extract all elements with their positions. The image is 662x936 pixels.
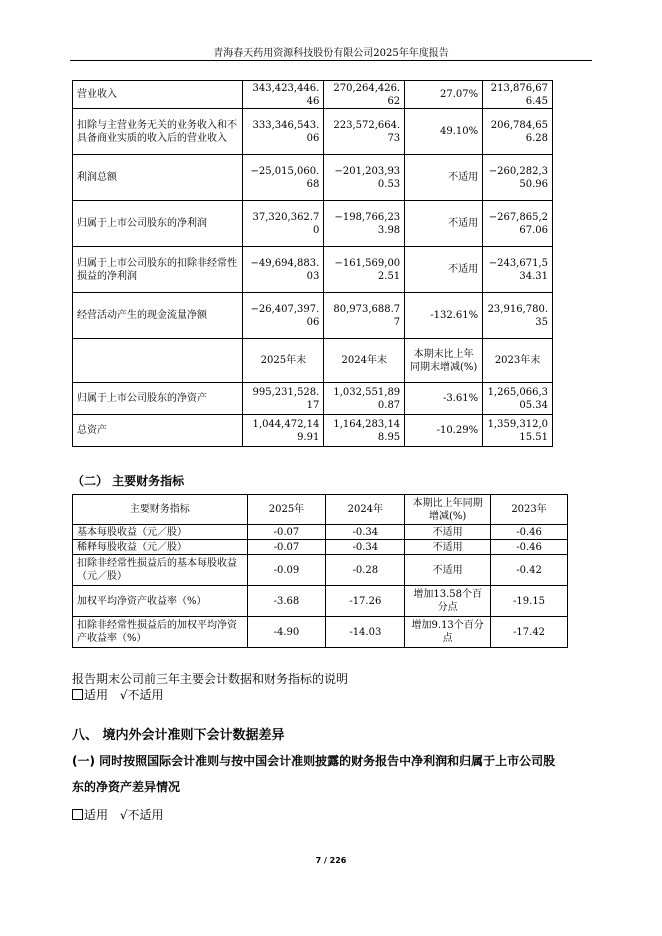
- table-row: [73, 247, 553, 293]
- value-2024: -17.26: [326, 586, 405, 617]
- row-label: 营业收入: [73, 81, 243, 109]
- col-header-indicator: 主要财务指标: [73, 495, 248, 525]
- value-2023: 1,265,066,305.34: [483, 383, 553, 415]
- value-2023: 206,784,656.28: [483, 109, 553, 155]
- change-value: 增加13.58个百分点: [405, 586, 491, 617]
- table-row: [73, 586, 568, 617]
- change-value: -3.61%: [405, 383, 483, 415]
- applicable-label: 适用: [84, 808, 109, 822]
- table1-body-top: [73, 81, 553, 447]
- checkbox-icon[interactable]: [72, 809, 83, 820]
- value-2023: -19.15: [491, 586, 568, 617]
- report-header: 青海春天药用资源科技股份有限公司2025年年度报告: [213, 48, 449, 59]
- table-row: [73, 109, 553, 155]
- table-row: [73, 201, 553, 247]
- value-2023: -0.46: [491, 540, 568, 555]
- row-label: 归属于上市公司股东的扣除非经常性损益的净利润: [73, 247, 243, 293]
- subsection-options: [72, 806, 164, 823]
- row-label: 归属于上市公司股东的净利润: [73, 201, 243, 247]
- value-2025: -4.90: [247, 617, 326, 648]
- value-2025: 37,320,362.70: [243, 201, 324, 247]
- row-label: 扣除与主营业务无关的业务收入和不具备商业实质的收入后的营业收入: [73, 109, 243, 155]
- change-value: -10.29%: [405, 415, 483, 447]
- table-row: [73, 617, 568, 648]
- col-header-2023-end: 2023年末: [483, 339, 553, 383]
- value-2025: −26,407,397.06: [243, 293, 324, 339]
- value-2025: −49,694,883.03: [243, 247, 324, 293]
- empty-header-cell: [73, 339, 243, 383]
- change-value: 不适用: [405, 525, 491, 540]
- checkbox-icon[interactable]: [72, 689, 83, 700]
- value-2024: −201,203,930.53: [324, 155, 405, 201]
- value-2024: 223,572,664.73: [324, 109, 405, 155]
- value-2025: 343,423,446.46: [243, 81, 324, 109]
- value-2023: -17.42: [491, 617, 568, 648]
- change-value: 不适用: [405, 555, 491, 586]
- value-2025: 995,231,528.17: [243, 383, 324, 415]
- value-2023: −243,671,534.31: [483, 247, 553, 293]
- value-2024: 1,164,283,148.95: [324, 415, 405, 447]
- table-header-row: [73, 495, 568, 525]
- subsection-title: (一) 同时按照国际会计准则与按中国会计准则披露的财务报告中净利润和归属于上市公司股东的净资产差异情况: [72, 754, 556, 794]
- value-2025: -0.07: [247, 525, 326, 540]
- row-label: 总资产: [73, 415, 243, 447]
- col-header-2024-end: 2024年末: [324, 339, 405, 383]
- col-header-change: 本期比上年同期增减(%): [405, 495, 491, 525]
- change-value: 49.10%: [405, 109, 483, 155]
- key-financial-indicators-table: [72, 494, 568, 648]
- value-2024: -0.28: [326, 555, 405, 586]
- row-label: 经营活动产生的现金流量净额: [73, 293, 243, 339]
- value-2023: -0.42: [491, 555, 568, 586]
- value-2024: 270,264,426.62: [324, 81, 405, 109]
- row-label: 基本每股收益（元／股）: [73, 525, 248, 540]
- value-2024: 1,032,551,890.87: [324, 383, 405, 415]
- col-header-2024: 2024年: [326, 495, 405, 525]
- change-value: 增加9.13个百分点: [405, 617, 491, 648]
- value-2025: 1,044,472,149.91: [243, 415, 324, 447]
- value-2023: 213,876,676.45: [483, 81, 553, 109]
- key-accounting-data-table: [72, 80, 553, 447]
- page-number: 7 / 226: [315, 856, 347, 865]
- header-rule: [70, 60, 592, 61]
- value-2025: -0.09: [247, 555, 326, 586]
- change-value: 不适用: [405, 247, 483, 293]
- table2-body: [73, 495, 568, 648]
- value-2023: −260,282,350.96: [483, 155, 553, 201]
- value-2024: -0.34: [326, 540, 405, 555]
- table-row: [73, 415, 553, 447]
- col-header-change: 本期末比上年同期末增减(%): [405, 339, 483, 383]
- row-label: 扣除非经常性损益后的基本每股收益（元／股）: [73, 555, 248, 586]
- section-title-accounting-differences: 八、 境内外会计准则下会计数据差异: [72, 728, 285, 743]
- section-title-key-indicators: （二） 主要财务指标: [72, 474, 185, 488]
- value-2025: -3.68: [247, 586, 326, 617]
- col-header-2023: 2023年: [491, 495, 568, 525]
- value-2024: 80,973,688.77: [324, 293, 405, 339]
- change-value: 27.07%: [405, 81, 483, 109]
- table-row: [73, 540, 568, 555]
- value-2023: -0.46: [491, 525, 568, 540]
- table-row: [73, 155, 553, 201]
- value-2024: -14.03: [326, 617, 405, 648]
- row-label: 扣除非经常性损益后的加权平均净资产收益率（%）: [73, 617, 248, 648]
- not-applicable-label: √不适用: [119, 808, 164, 822]
- note-options: [72, 686, 164, 703]
- change-value: 不适用: [405, 155, 483, 201]
- table-row: [73, 383, 553, 415]
- value-2023: 23,916,780.35: [483, 293, 553, 339]
- table-row: [73, 525, 568, 540]
- change-value: 不适用: [405, 540, 491, 555]
- col-header-2025-end: 2025年末: [243, 339, 324, 383]
- change-value: -132.61%: [405, 293, 483, 339]
- row-label: 利润总额: [73, 155, 243, 201]
- not-applicable-label: √不适用: [119, 688, 164, 702]
- table-subheader-row: [73, 339, 553, 383]
- change-value: 不适用: [405, 201, 483, 247]
- value-2023: −267,865,267.06: [483, 201, 553, 247]
- row-label: 稀释每股收益（元／股）: [73, 540, 248, 555]
- value-2025: -0.07: [247, 540, 326, 555]
- row-label: 归属于上市公司股东的净资产: [73, 383, 243, 415]
- table-row: [73, 81, 553, 109]
- row-label: 加权平均净资产收益率（%）: [73, 586, 248, 617]
- col-header-2025: 2025年: [247, 495, 326, 525]
- value-2025: 333,346,543.06: [243, 109, 324, 155]
- note-text: 报告期末公司前三年主要会计数据和财务指标的说明: [72, 672, 349, 686]
- value-2024: −161,569,002.51: [324, 247, 405, 293]
- table-row: [73, 293, 553, 339]
- applicable-label: 适用: [84, 688, 109, 702]
- table-row: [73, 555, 568, 586]
- value-2024: −198,766,233.98: [324, 201, 405, 247]
- value-2025: −25,015,060.68: [243, 155, 324, 201]
- value-2024: -0.34: [326, 525, 405, 540]
- value-2023: 1,359,312,015.51: [483, 415, 553, 447]
